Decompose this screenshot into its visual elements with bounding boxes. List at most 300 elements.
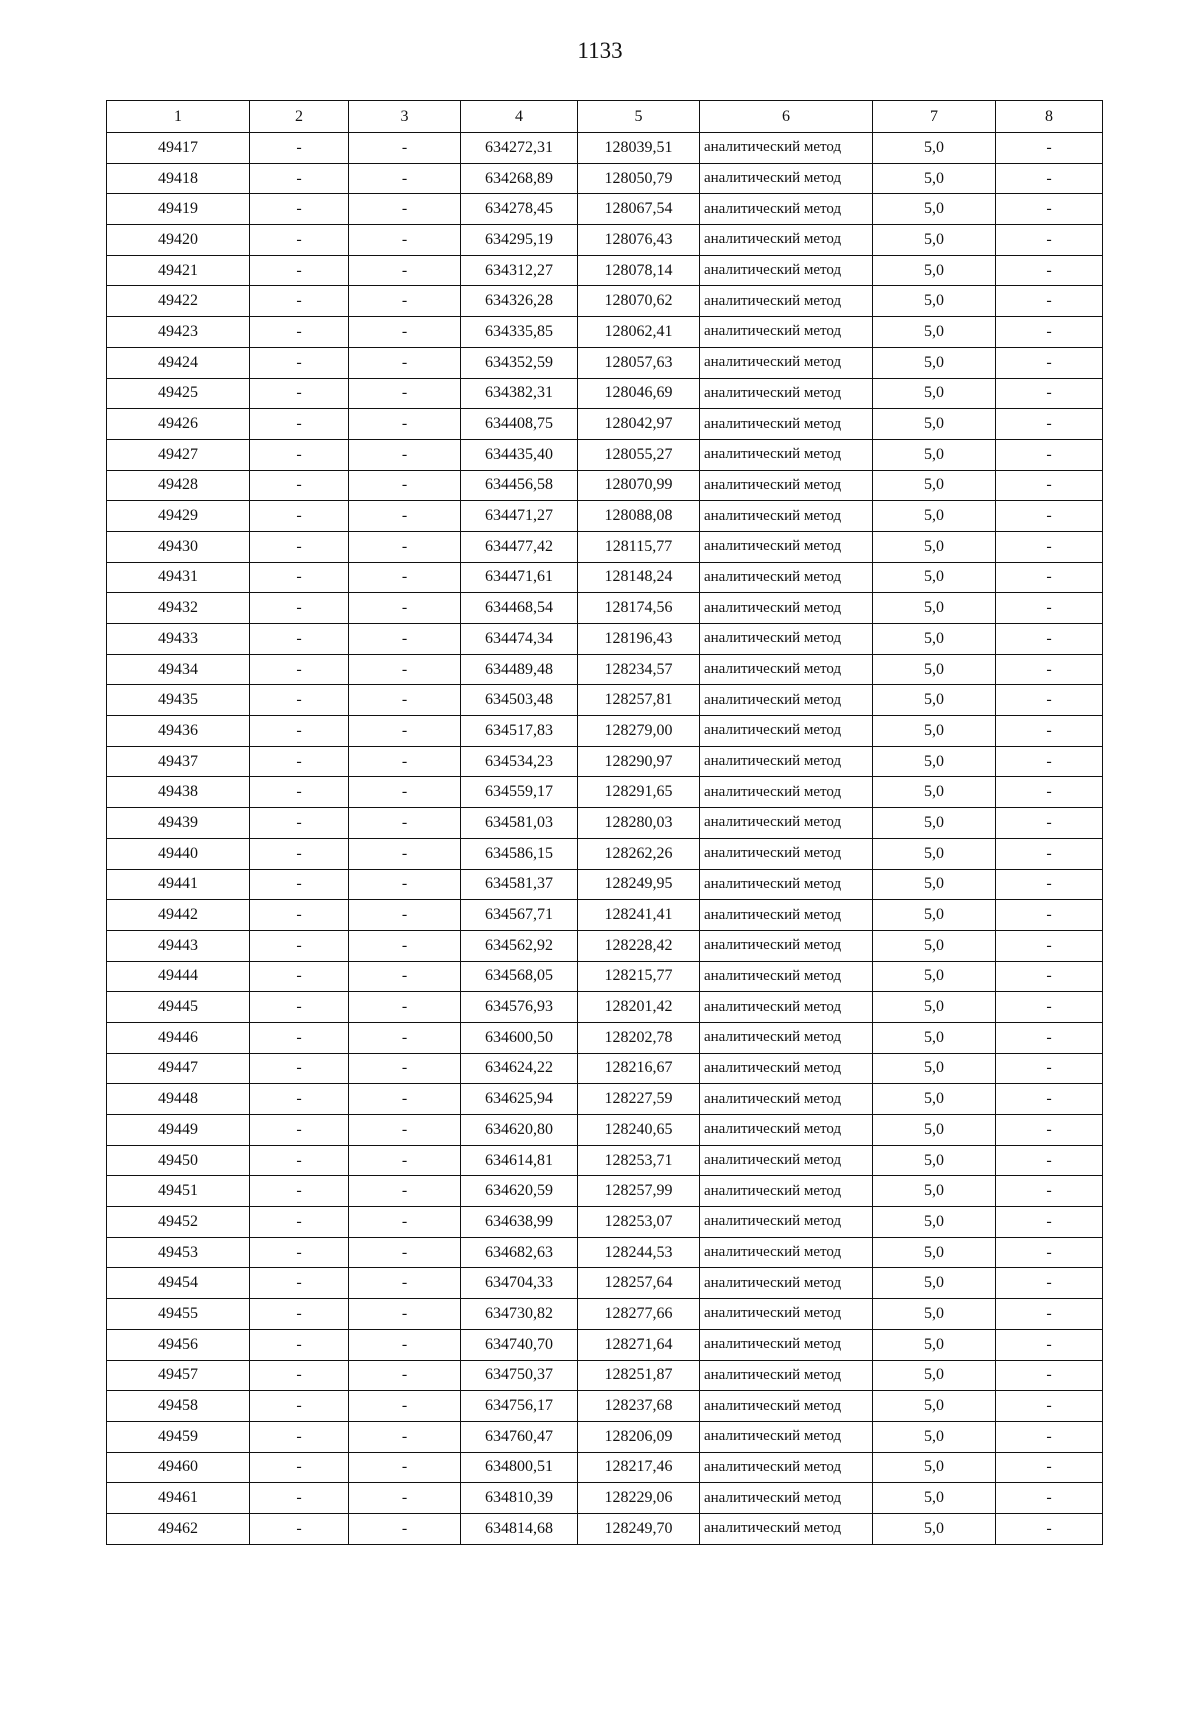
col2-cell: - [250, 777, 349, 808]
x-coordinate-cell: 634750,37 [461, 1360, 578, 1391]
y-coordinate-cell: 128227,59 [578, 1084, 700, 1115]
accuracy-cell: 5,0 [873, 163, 996, 194]
accuracy-cell: 5,0 [873, 1360, 996, 1391]
method-cell: аналитический метод [700, 1391, 873, 1422]
y-coordinate-cell: 128253,71 [578, 1145, 700, 1176]
method-cell: аналитический метод [700, 654, 873, 685]
col8-cell: - [996, 1513, 1103, 1544]
point-number-cell: 49441 [107, 869, 250, 900]
x-coordinate-cell: 634638,99 [461, 1207, 578, 1238]
col2-cell: - [250, 961, 349, 992]
x-coordinate-cell: 634567,71 [461, 900, 578, 931]
point-number-cell: 49458 [107, 1391, 250, 1422]
accuracy-cell: 5,0 [873, 133, 996, 164]
accuracy-cell: 5,0 [873, 654, 996, 685]
x-coordinate-cell: 634756,17 [461, 1391, 578, 1422]
accuracy-cell: 5,0 [873, 225, 996, 256]
col2-cell: - [250, 439, 349, 470]
method-cell: аналитический метод [700, 562, 873, 593]
y-coordinate-cell: 128067,54 [578, 194, 700, 225]
x-coordinate-cell: 634474,34 [461, 624, 578, 655]
y-coordinate-cell: 128201,42 [578, 992, 700, 1023]
y-coordinate-cell: 128249,70 [578, 1513, 700, 1544]
point-number-cell: 49430 [107, 531, 250, 562]
table-row [107, 378, 1103, 409]
y-coordinate-cell: 128078,14 [578, 255, 700, 286]
col2-cell: - [250, 1268, 349, 1299]
y-coordinate-cell: 128280,03 [578, 808, 700, 839]
col8-cell: - [996, 1421, 1103, 1452]
col2-cell: - [250, 1391, 349, 1422]
col3-cell: - [349, 439, 461, 470]
method-cell: аналитический метод [700, 1513, 873, 1544]
table-row [107, 930, 1103, 961]
point-number-cell: 49427 [107, 439, 250, 470]
accuracy-cell: 5,0 [873, 378, 996, 409]
col2-cell: - [250, 317, 349, 348]
x-coordinate-cell: 634568,05 [461, 961, 578, 992]
col2-cell: - [250, 1145, 349, 1176]
point-number-cell: 49434 [107, 654, 250, 685]
point-number-cell: 49446 [107, 1022, 250, 1053]
point-number-cell: 49460 [107, 1452, 250, 1483]
col8-cell: - [996, 470, 1103, 501]
col3-cell: - [349, 470, 461, 501]
method-cell: аналитический метод [700, 1207, 873, 1238]
col8-cell: - [996, 869, 1103, 900]
method-cell: аналитический метод [700, 1022, 873, 1053]
point-number-cell: 49461 [107, 1483, 250, 1514]
table-row [107, 746, 1103, 777]
col8-cell: - [996, 1022, 1103, 1053]
method-cell: аналитический метод [700, 992, 873, 1023]
col2-cell: - [250, 378, 349, 409]
x-coordinate-cell: 634503,48 [461, 685, 578, 716]
col8-cell: - [996, 808, 1103, 839]
x-coordinate-cell: 634278,45 [461, 194, 578, 225]
col8-cell: - [996, 439, 1103, 470]
col3-cell: - [349, 1176, 461, 1207]
point-number-cell: 49426 [107, 409, 250, 440]
accuracy-cell: 5,0 [873, 930, 996, 961]
col2-cell: - [250, 869, 349, 900]
y-coordinate-cell: 128228,42 [578, 930, 700, 961]
x-coordinate-cell: 634312,27 [461, 255, 578, 286]
table-row [107, 409, 1103, 440]
x-coordinate-cell: 634382,31 [461, 378, 578, 409]
accuracy-cell: 5,0 [873, 194, 996, 225]
y-coordinate-cell: 128253,07 [578, 1207, 700, 1238]
y-coordinate-cell: 128240,65 [578, 1115, 700, 1146]
accuracy-cell: 5,0 [873, 1145, 996, 1176]
table-row [107, 1360, 1103, 1391]
col3-cell: - [349, 1421, 461, 1452]
x-coordinate-cell: 634704,33 [461, 1268, 578, 1299]
table-row [107, 1115, 1103, 1146]
accuracy-cell: 5,0 [873, 255, 996, 286]
coordinates-table [106, 100, 1103, 1545]
table-row [107, 992, 1103, 1023]
method-cell: аналитический метод [700, 470, 873, 501]
table-row [107, 869, 1103, 900]
y-coordinate-cell: 128241,41 [578, 900, 700, 931]
col8-cell: - [996, 378, 1103, 409]
col2-cell: - [250, 1053, 349, 1084]
x-coordinate-cell: 634581,03 [461, 808, 578, 839]
method-cell: аналитический метод [700, 1329, 873, 1360]
table-row [107, 685, 1103, 716]
point-number-cell: 49449 [107, 1115, 250, 1146]
col2-cell: - [250, 1237, 349, 1268]
col8-cell: - [996, 685, 1103, 716]
method-cell: аналитический метод [700, 746, 873, 777]
page-number: 1133 [577, 38, 623, 63]
table-row [107, 317, 1103, 348]
y-coordinate-cell: 128262,26 [578, 838, 700, 869]
method-cell: аналитический метод [700, 194, 873, 225]
col3-cell: - [349, 225, 461, 256]
col3-cell: - [349, 194, 461, 225]
col3-cell: - [349, 869, 461, 900]
x-coordinate-cell: 634814,68 [461, 1513, 578, 1544]
table-row [107, 286, 1103, 317]
y-coordinate-cell: 128291,65 [578, 777, 700, 808]
col3-cell: - [349, 1207, 461, 1238]
accuracy-cell: 5,0 [873, 531, 996, 562]
accuracy-cell: 5,0 [873, 1176, 996, 1207]
table-row [107, 654, 1103, 685]
col8-cell: - [996, 501, 1103, 532]
table-row [107, 1145, 1103, 1176]
x-coordinate-cell: 634534,23 [461, 746, 578, 777]
col3-cell: - [349, 531, 461, 562]
y-coordinate-cell: 128148,24 [578, 562, 700, 593]
col2-cell: - [250, 808, 349, 839]
col8-cell: - [996, 1329, 1103, 1360]
method-cell: аналитический метод [700, 716, 873, 747]
col3-cell: - [349, 317, 461, 348]
y-coordinate-cell: 128174,56 [578, 593, 700, 624]
x-coordinate-cell: 634456,58 [461, 470, 578, 501]
col2-cell: - [250, 133, 349, 164]
method-cell: аналитический метод [700, 347, 873, 378]
accuracy-cell: 5,0 [873, 1207, 996, 1238]
method-cell: аналитический метод [700, 1299, 873, 1330]
accuracy-cell: 5,0 [873, 685, 996, 716]
method-cell: аналитический метод [700, 900, 873, 931]
col8-cell: - [996, 1115, 1103, 1146]
col8-cell: - [996, 900, 1103, 931]
accuracy-cell: 5,0 [873, 1452, 996, 1483]
point-number-cell: 49450 [107, 1145, 250, 1176]
col8-cell: - [996, 1145, 1103, 1176]
col3-cell: - [349, 1452, 461, 1483]
method-cell: аналитический метод [700, 531, 873, 562]
table-row [107, 1329, 1103, 1360]
col2-cell: - [250, 1022, 349, 1053]
y-coordinate-cell: 128070,62 [578, 286, 700, 317]
col3-cell: - [349, 992, 461, 1023]
table-row [107, 1207, 1103, 1238]
col8-cell: - [996, 1084, 1103, 1115]
x-coordinate-cell: 634268,89 [461, 163, 578, 194]
y-coordinate-cell: 128271,64 [578, 1329, 700, 1360]
y-coordinate-cell: 128249,95 [578, 869, 700, 900]
table-row [107, 716, 1103, 747]
col8-cell: - [996, 624, 1103, 655]
point-number-cell: 49459 [107, 1421, 250, 1452]
col8-cell: - [996, 777, 1103, 808]
y-coordinate-cell: 128206,09 [578, 1421, 700, 1452]
col8-cell: - [996, 1207, 1103, 1238]
point-number-cell: 49452 [107, 1207, 250, 1238]
method-cell: аналитический метод [700, 225, 873, 256]
col2-cell: - [250, 1421, 349, 1452]
method-cell: аналитический метод [700, 869, 873, 900]
col8-cell: - [996, 1176, 1103, 1207]
col3-cell: - [349, 286, 461, 317]
method-cell: аналитический метод [700, 255, 873, 286]
col2-cell: - [250, 1329, 349, 1360]
accuracy-cell: 5,0 [873, 1421, 996, 1452]
table-row [107, 439, 1103, 470]
col8-cell: - [996, 1391, 1103, 1422]
col2-cell: - [250, 409, 349, 440]
col2-cell: - [250, 992, 349, 1023]
x-coordinate-cell: 634810,39 [461, 1483, 578, 1514]
column-header: 6 [700, 101, 873, 133]
y-coordinate-cell: 128277,66 [578, 1299, 700, 1330]
table-row [107, 1176, 1103, 1207]
col8-cell: - [996, 409, 1103, 440]
point-number-cell: 49442 [107, 900, 250, 931]
table-row [107, 1084, 1103, 1115]
y-coordinate-cell: 128215,77 [578, 961, 700, 992]
x-coordinate-cell: 634800,51 [461, 1452, 578, 1483]
col2-cell: - [250, 562, 349, 593]
x-coordinate-cell: 634335,85 [461, 317, 578, 348]
point-number-cell: 49455 [107, 1299, 250, 1330]
accuracy-cell: 5,0 [873, 1299, 996, 1330]
col8-cell: - [996, 746, 1103, 777]
col2-cell: - [250, 225, 349, 256]
col2-cell: - [250, 1207, 349, 1238]
col3-cell: - [349, 1360, 461, 1391]
col3-cell: - [349, 347, 461, 378]
x-coordinate-cell: 634272,31 [461, 133, 578, 164]
accuracy-cell: 5,0 [873, 777, 996, 808]
col8-cell: - [996, 716, 1103, 747]
col8-cell: - [996, 961, 1103, 992]
col3-cell: - [349, 1483, 461, 1514]
point-number-cell: 49438 [107, 777, 250, 808]
col2-cell: - [250, 900, 349, 931]
col2-cell: - [250, 347, 349, 378]
col3-cell: - [349, 838, 461, 869]
col2-cell: - [250, 1115, 349, 1146]
table-row [107, 1022, 1103, 1053]
col3-cell: - [349, 1145, 461, 1176]
accuracy-cell: 5,0 [873, 347, 996, 378]
table-row [107, 1268, 1103, 1299]
x-coordinate-cell: 634600,50 [461, 1022, 578, 1053]
col3-cell: - [349, 685, 461, 716]
column-header: 1 [107, 101, 250, 133]
method-cell: аналитический метод [700, 808, 873, 839]
y-coordinate-cell: 128290,97 [578, 746, 700, 777]
accuracy-cell: 5,0 [873, 1053, 996, 1084]
col3-cell: - [349, 1084, 461, 1115]
column-header: 2 [250, 101, 349, 133]
method-cell: аналитический метод [700, 1360, 873, 1391]
col3-cell: - [349, 1237, 461, 1268]
col2-cell: - [250, 685, 349, 716]
column-header: 8 [996, 101, 1103, 133]
table-row [107, 501, 1103, 532]
col3-cell: - [349, 409, 461, 440]
method-cell: аналитический метод [700, 838, 873, 869]
x-coordinate-cell: 634620,80 [461, 1115, 578, 1146]
col3-cell: - [349, 1513, 461, 1544]
y-coordinate-cell: 128057,63 [578, 347, 700, 378]
method-cell: аналитический метод [700, 1053, 873, 1084]
x-coordinate-cell: 634326,28 [461, 286, 578, 317]
col3-cell: - [349, 716, 461, 747]
method-cell: аналитический метод [700, 624, 873, 655]
accuracy-cell: 5,0 [873, 1329, 996, 1360]
x-coordinate-cell: 634581,37 [461, 869, 578, 900]
col8-cell: - [996, 1360, 1103, 1391]
point-number-cell: 49437 [107, 746, 250, 777]
point-number-cell: 49419 [107, 194, 250, 225]
col8-cell: - [996, 562, 1103, 593]
col2-cell: - [250, 1176, 349, 1207]
x-coordinate-cell: 634559,17 [461, 777, 578, 808]
y-coordinate-cell: 128229,06 [578, 1483, 700, 1514]
col3-cell: - [349, 1022, 461, 1053]
y-coordinate-cell: 128217,46 [578, 1452, 700, 1483]
method-cell: аналитический метод [700, 1237, 873, 1268]
x-coordinate-cell: 634625,94 [461, 1084, 578, 1115]
accuracy-cell: 5,0 [873, 1391, 996, 1422]
y-coordinate-cell: 128050,79 [578, 163, 700, 194]
x-coordinate-cell: 634576,93 [461, 992, 578, 1023]
point-number-cell: 49432 [107, 593, 250, 624]
col8-cell: - [996, 593, 1103, 624]
point-number-cell: 49445 [107, 992, 250, 1023]
point-number-cell: 49429 [107, 501, 250, 532]
col3-cell: - [349, 624, 461, 655]
col8-cell: - [996, 1452, 1103, 1483]
col8-cell: - [996, 838, 1103, 869]
col3-cell: - [349, 777, 461, 808]
col3-cell: - [349, 1268, 461, 1299]
table-row [107, 163, 1103, 194]
point-number-cell: 49420 [107, 225, 250, 256]
method-cell: аналитический метод [700, 163, 873, 194]
column-header: 4 [461, 101, 578, 133]
table-row [107, 133, 1103, 164]
y-coordinate-cell: 128055,27 [578, 439, 700, 470]
col3-cell: - [349, 133, 461, 164]
method-cell: аналитический метод [700, 1452, 873, 1483]
accuracy-cell: 5,0 [873, 593, 996, 624]
col2-cell: - [250, 531, 349, 562]
col3-cell: - [349, 255, 461, 286]
x-coordinate-cell: 634760,47 [461, 1421, 578, 1452]
x-coordinate-cell: 634471,61 [461, 562, 578, 593]
point-number-cell: 49462 [107, 1513, 250, 1544]
col3-cell: - [349, 1391, 461, 1422]
accuracy-cell: 5,0 [873, 286, 996, 317]
col3-cell: - [349, 930, 461, 961]
point-number-cell: 49453 [107, 1237, 250, 1268]
col3-cell: - [349, 654, 461, 685]
accuracy-cell: 5,0 [873, 808, 996, 839]
table-row [107, 470, 1103, 501]
accuracy-cell: 5,0 [873, 869, 996, 900]
accuracy-cell: 5,0 [873, 562, 996, 593]
method-cell: аналитический метод [700, 1115, 873, 1146]
method-cell: аналитический метод [700, 286, 873, 317]
accuracy-cell: 5,0 [873, 439, 996, 470]
col8-cell: - [996, 194, 1103, 225]
point-number-cell: 49443 [107, 930, 250, 961]
y-coordinate-cell: 128062,41 [578, 317, 700, 348]
table-row [107, 1237, 1103, 1268]
accuracy-cell: 5,0 [873, 317, 996, 348]
point-number-cell: 49428 [107, 470, 250, 501]
accuracy-cell: 5,0 [873, 1483, 996, 1514]
col8-cell: - [996, 347, 1103, 378]
col3-cell: - [349, 1053, 461, 1084]
col3-cell: - [349, 562, 461, 593]
col8-cell: - [996, 930, 1103, 961]
method-cell: аналитический метод [700, 593, 873, 624]
y-coordinate-cell: 128070,99 [578, 470, 700, 501]
col2-cell: - [250, 654, 349, 685]
method-cell: аналитический метод [700, 133, 873, 164]
col8-cell: - [996, 255, 1103, 286]
col2-cell: - [250, 1483, 349, 1514]
col3-cell: - [349, 1299, 461, 1330]
x-coordinate-cell: 634468,54 [461, 593, 578, 624]
accuracy-cell: 5,0 [873, 716, 996, 747]
accuracy-cell: 5,0 [873, 1084, 996, 1115]
method-cell: аналитический метод [700, 439, 873, 470]
point-number-cell: 49436 [107, 716, 250, 747]
point-number-cell: 49457 [107, 1360, 250, 1391]
y-coordinate-cell: 128202,78 [578, 1022, 700, 1053]
table-row [107, 1513, 1103, 1544]
table-row [107, 808, 1103, 839]
y-coordinate-cell: 128196,43 [578, 624, 700, 655]
method-cell: аналитический метод [700, 1176, 873, 1207]
point-number-cell: 49424 [107, 347, 250, 378]
col2-cell: - [250, 1360, 349, 1391]
x-coordinate-cell: 634471,27 [461, 501, 578, 532]
table-row [107, 900, 1103, 931]
method-cell: аналитический метод [700, 1421, 873, 1452]
x-coordinate-cell: 634740,70 [461, 1329, 578, 1360]
accuracy-cell: 5,0 [873, 1513, 996, 1544]
col3-cell: - [349, 378, 461, 409]
x-coordinate-cell: 634352,59 [461, 347, 578, 378]
table-row [107, 1053, 1103, 1084]
point-number-cell: 49431 [107, 562, 250, 593]
x-coordinate-cell: 634730,82 [461, 1299, 578, 1330]
point-number-cell: 49444 [107, 961, 250, 992]
